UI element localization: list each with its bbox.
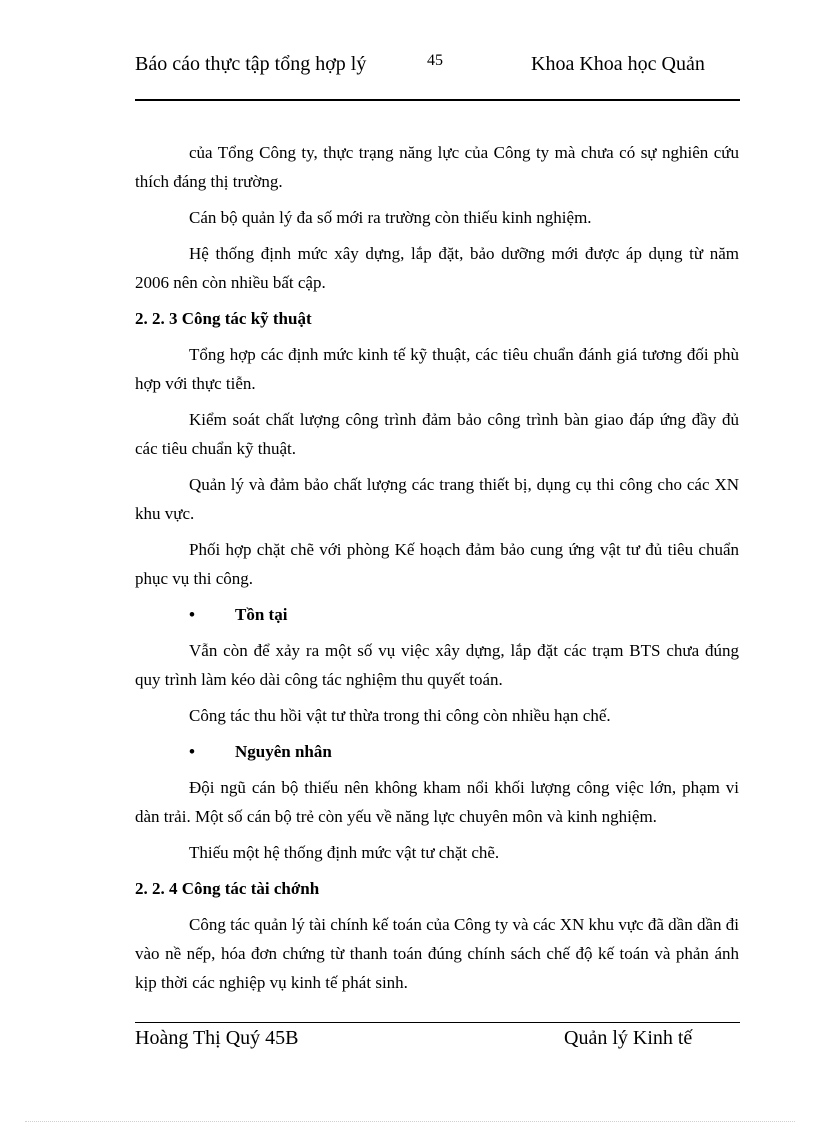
paragraph: Tổng hợp các định mức kinh tế kỹ thuật, các tiêu chuẩn đánh giá tương đối phù hợp với thực tiễn. xyxy=(135,345,739,393)
page-number: 45 xyxy=(427,52,443,69)
paragraph: Vẫn còn để xảy ra một số vụ việc xây dựng, lắp đặt các trạm BTS chưa đúng quy trình làm kéo dài công tác nghiệm thu quyết toán. xyxy=(135,641,739,689)
paragraph: Thiếu một hệ thống định mức vật tư chặt chẽ. xyxy=(189,843,500,862)
section-heading-2-2-3: 2. 2. 3 Công tác kỹ thuật xyxy=(135,309,312,328)
footer-divider xyxy=(135,1022,740,1023)
section-heading-2-2-4: 2. 2. 4 Công tác tài chớnh xyxy=(135,879,320,898)
paragraph: Công tác quản lý tài chính kế toán của Công ty và các XN khu vực đã dần dần đi vào nề nếp, hóa đơn chứng từ thanh toán đúng chính sách chế độ kế toán và phản ánh kịp thời các nghiệp vụ kinh tế phát sinh. xyxy=(135,915,739,992)
header-divider xyxy=(135,99,740,101)
paragraph: Kiểm soát chất lượng công trình đảm bảo công trình bàn giao đáp ứng đầy đủ các tiêu chuẩn kỹ thuật. xyxy=(135,410,739,458)
paragraph: Phối hợp chặt chẽ với phòng Kế hoạch đảm bảo cung ứng vật tư đủ tiêu chuẩn phục vụ thi công. xyxy=(135,540,739,588)
bullet-label: Tồn tại xyxy=(235,605,288,624)
paragraph: Công tác thu hồi vật tư thừa trong thi công còn nhiều hạn chế. xyxy=(189,706,611,725)
page-edge-divider xyxy=(25,1121,795,1122)
paragraph: của Tổng Công ty, thực trạng năng lực của Công ty mà chưa có sự nghiên cứu thích đáng thị trường. xyxy=(135,143,739,191)
bullet-label: Nguyên nhân xyxy=(235,742,332,761)
footer-author: Hoàng Thị Quý 45B xyxy=(135,1027,299,1049)
paragraph: Cán bộ quản lý đa số mới ra trường còn thiếu kinh nghiệm. xyxy=(189,208,592,227)
paragraph: Hệ thống định mức xây dựng, lắp đặt, bảo dưỡng mới được áp dụng từ năm 2006 nên còn nhiều bất cập. xyxy=(135,244,739,292)
bullet-item-ton-tai xyxy=(135,600,739,629)
paragraph: Đội ngũ cán bộ thiếu nên không kham nổi khối lượng công việc lớn, phạm vi dàn trải. Một số cán bộ trẻ còn yếu về năng lực chuyên môn và kinh nghiệm. xyxy=(135,778,739,826)
page-body xyxy=(135,138,739,1004)
bullet-icon: • xyxy=(189,742,195,761)
paragraph: Quản lý và đảm bảo chất lượng các trang thiết bị, dụng cụ thi công cho các XN khu vực. xyxy=(135,475,739,523)
header-faculty: Khoa Khoa học Quản xyxy=(531,53,705,75)
bullet-icon: • xyxy=(189,605,195,624)
header-report-title: Báo cáo thực tập tổng hợp lý xyxy=(135,53,367,75)
footer-department: Quản lý Kinh tế xyxy=(564,1027,693,1049)
bullet-item-nguyen-nhan xyxy=(135,737,739,766)
